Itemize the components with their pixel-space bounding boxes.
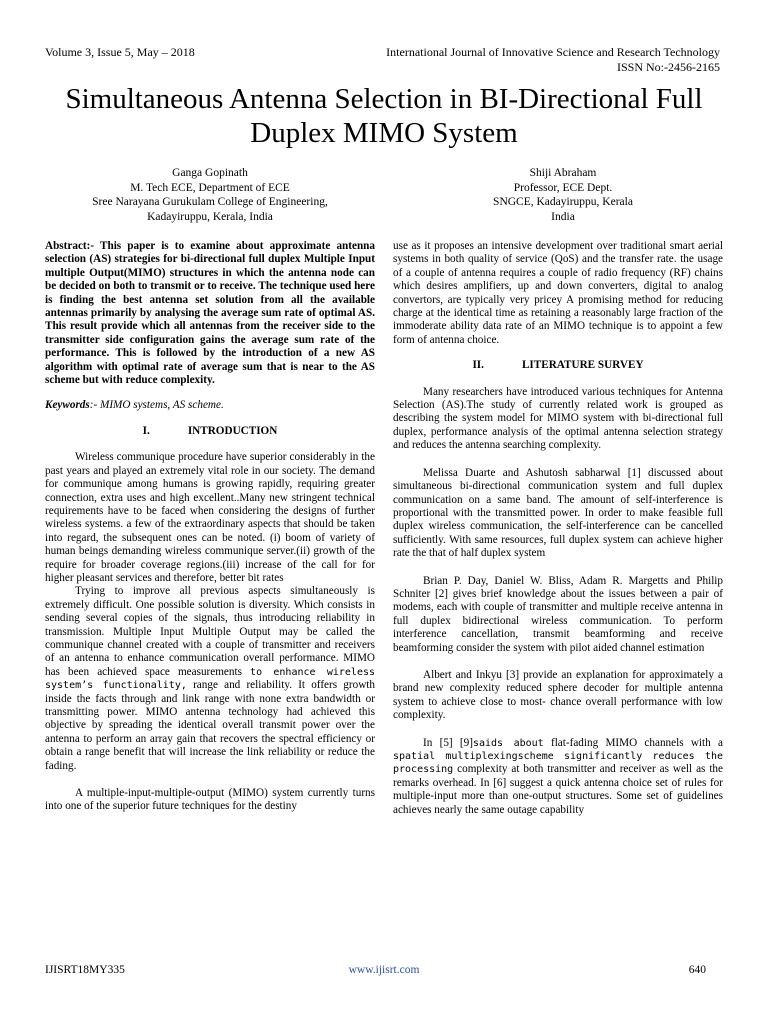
keywords-text: :- MIMO systems, AS scheme. [89, 399, 224, 412]
journal-header [386, 45, 720, 75]
text-run-mono: spatial multiplexingscheme significantly reduces the processing [393, 751, 723, 776]
author-affiliation: Sree Narayana Gurukulam College of Engineering, [92, 196, 328, 208]
author-role: M. Tech ECE, Department of ECE [130, 181, 290, 194]
author-affiliation: SNGCE, Kadayiruppu, Kerala [493, 196, 633, 208]
footer-page-number: 640 [688, 964, 706, 976]
intro-continued: use as it proposes an intensive development over traditional smart aerial systems in both quality of service (QoS) and the transfer rate. the usage of a couple of antenna requires a couple of radio frequency (RF) chains which desires amplifiers, up and down converters, digital to analog convertors, are typically very pricey A promising method for reducing charge at the identical time as retaining a reasonably large fraction of the immoderate ability data rate of an MIMO technique is to appoint a few form of antenna choice. [393, 240, 723, 346]
abstract-text: :- This paper is to examine about approximate antenna selection (AS) strategies for bi-directional full duplex Multiple Input multiple Output(MIMO) structures in which the antenna node can be decided on both to transmit or to receive. The technique used here is finding the best antenna set solution from all the available antennas primarily by analysing the average sum rate of optimal AS. This result provide which all antennas from the receiver side to the transmitter side configuration gains the average sum rate of the performance. This is followed by the introduction of a new AS algorithm with optimal rate of average sum that is near to the AS scheme but with reduce complexity. [45, 240, 375, 387]
author-name: Shiji Abraham [529, 167, 597, 179]
section-title: INTRODUCTION [187, 424, 278, 437]
lit-paragraph-4: Albert and Inkyu [3] provide an explanation for approximately a brand new complexity reduced sphere decoder for multiple antenna system to achieve close to most- chance overall performance with low complexity. [393, 668, 723, 722]
author-location: Kadayiruppu, Kerala, India [147, 210, 273, 223]
section-number: I. [142, 424, 150, 437]
journal-name: International Journal of Innovative Science and Research Technology [386, 45, 720, 59]
issn: ISSN No:-2456-2165 [616, 60, 720, 74]
text-run-mono: saids about [472, 737, 544, 749]
author-block-1 [50, 166, 370, 224]
paragraph-gap [393, 655, 723, 669]
paragraph-gap [393, 723, 723, 737]
text-run: complexity at both transmitter and receiver as well as the remarks overhead. In [6] suggest a quick antenna choice set of rules for multiple-input more than one-output structures. Some set of guidelines achieves nearly the same outage capability [393, 763, 723, 816]
section-heading-introduction [45, 425, 375, 438]
intro-paragraph-3: A multiple-input-multiple-output (MIMO) system currently turns into one of the superior future techniques for the destiny [45, 787, 375, 813]
abstract-label: Abstract [45, 240, 87, 252]
right-column [393, 240, 723, 817]
lit-paragraph-2: Melissa Duarte and Ashutosh sabharwal [1] discussed about simultaneous bi-directional communication system and full duplex communication on a same band. The amount of self-interference is proportional with the transmitted power. In order to make feasible full duplex wireless communication, the self-interference can be cancelled sufficiently. With same resources, full duplex system can achieve higher rate the that of half duplex system [393, 466, 723, 560]
author-name: Ganga Gopinath [172, 167, 248, 179]
lit-paragraph-1: Many researchers have introduced various techniques for Antenna Selection (AS).The study of currently related work is grouped as describing the system model for MIMO system with bi-directional full duplex, performance analysis of the optimal antenna selection strategy and reduces the antenna searching complexity. [393, 385, 723, 452]
author-location: India [551, 210, 575, 223]
section-title: LITERATURE SURVEY [521, 359, 644, 372]
keywords [45, 399, 375, 412]
author-role: Professor, ECE Dept. [513, 181, 613, 194]
paper-title: Simultaneous Antenna Selection in BI-Directional Full Duplex MIMO System [65, 83, 703, 149]
intro-paragraph-1: Wireless communique procedure have superior considerably in the past years and played an extremely vital role in our society. The demand for communique among humans is growing rapidly, requiring greater connection, extra uses and high excellent..Many new stringent technical requirements have to be faced when considering the designs of further wireless systems. a few of the extraordinary aspects that should be taken into regard, the subsequent ones can be noted. (i) boom of variety of human beings demanding wireless communique server.(ii) growth of the require for broader coverage regions.(iii) increase of the call for for higher pleasant services and therefore, better bit rates [45, 451, 375, 584]
text-run: In [5] [9] [423, 736, 473, 749]
text-run: Trying to improve all previous aspects simultaneously is extremely difficult. One possible solution is diversity. Which consists in sending several copies of the signals, thus introducing reliability in transmission. Multiple Input Multiple Output may be called the communique channel created with a couple of transmitter and receivers of an antenna to enhance communication overall performance. MIMO has been achieved space measurements [45, 585, 375, 678]
text-run: range and reliability. It offers growth inside the facts through and link range with none extra bandwidth or transmitting power. MIMO antenna technology had achieved this objective by spreading the identical overall transmit power over the antenna to perform an array gain that recovers the spectral efficiency or obtain a range benefit that will increase the link reliability or reduce the fading. [45, 679, 375, 772]
keywords-label: Keywords [45, 399, 90, 412]
author-block-2 [398, 166, 728, 224]
lit-paragraph-3: Brian P. Day, Daniel W. Bliss, Adam R. Margetts and Philip Schniter [2] gives brief knowledge about the issues between a pair of modems, each with couple of transmitter and multiple receive antenna in full duplex bidirectional wireless communication. To perform interference cancellation, transmit beamforming and receive beamforming consider the system with pilot aided channel estimation [393, 574, 723, 654]
left-column [45, 240, 375, 814]
intro-paragraph-2 [45, 585, 375, 773]
footer-paper-id: IJISRT18MY335 [45, 964, 125, 976]
paragraph-gap [393, 453, 723, 467]
footer-website-link[interactable]: www.ijisrt.com [348, 964, 420, 976]
text-run: flat-fading MIMO channels with a [543, 736, 723, 749]
text-run-mono: to enhance wireless system’s functionality, [45, 666, 376, 692]
section-heading-literature-survey [393, 359, 723, 372]
lit-paragraph-5 [393, 737, 723, 817]
paragraph-gap [45, 773, 375, 787]
abstract [45, 240, 375, 387]
section-number: II. [472, 359, 484, 372]
volume-info: Volume 3, Issue 5, May – 2018 [45, 45, 195, 59]
paragraph-gap [393, 561, 723, 575]
